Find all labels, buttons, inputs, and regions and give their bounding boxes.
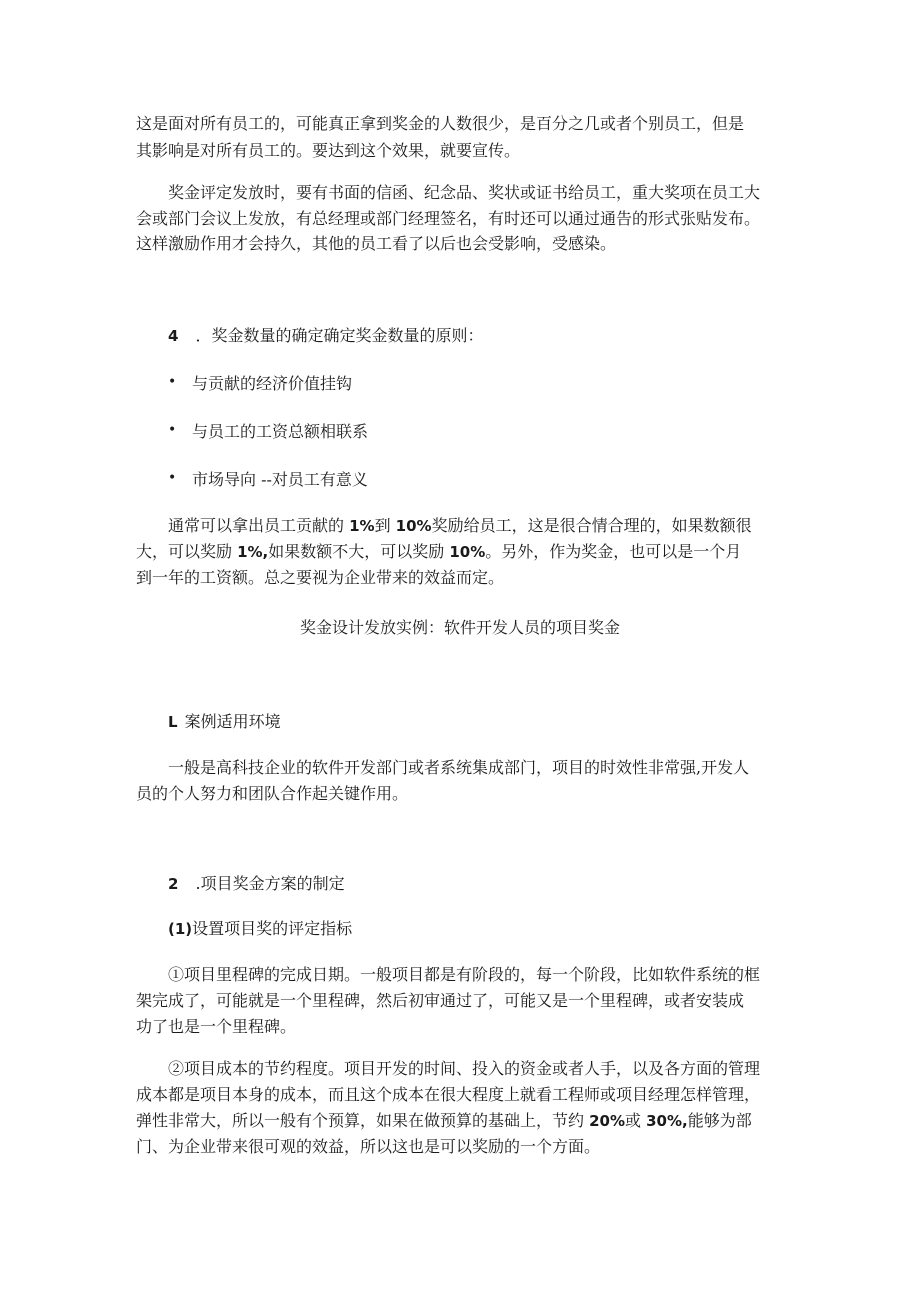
percent-value: 30%, bbox=[646, 1112, 688, 1130]
bullet-item-1: 与贡献的经济价值挂钩 bbox=[192, 374, 353, 393]
section-4-number: 4 bbox=[168, 327, 179, 345]
paragraph-4-line-2: 员的个人努力和团队合作起关键作用。 bbox=[136, 784, 409, 803]
paragraph-6-line-3 bbox=[136, 1108, 752, 1134]
section-2-number: 2 bbox=[168, 875, 179, 893]
text: 大，可以奖励 bbox=[136, 542, 238, 561]
bullet-item-2: 与员工的工资总额相联系 bbox=[192, 422, 369, 441]
section-l-heading bbox=[168, 709, 281, 735]
bullet-marker: • bbox=[168, 470, 177, 486]
bullet-marker: • bbox=[168, 374, 177, 390]
paragraph-3-line-2 bbox=[136, 539, 741, 565]
percent-value: 20% bbox=[589, 1112, 625, 1130]
paragraph-6-line-1: ②项目成本的节约程度。项目开发的时间、投入的资金或者人手，以及各方面的管理 bbox=[168, 1059, 761, 1078]
example-title: 奖金设计发放实例：软件开发人员的项目奖金 bbox=[299, 618, 620, 637]
percent-value: 10% bbox=[449, 543, 486, 561]
subsection-1-number: (1) bbox=[168, 920, 193, 938]
section-4-title: ．奖金数量的确定确定奖金数量的原则： bbox=[195, 326, 484, 345]
section-4-heading bbox=[168, 323, 484, 349]
subsection-1-title: 设置项目奖的评定指标 bbox=[192, 919, 353, 938]
paragraph-2-line-3: 这样激励作用才会持久，其他的员工看了以后也会受影响，受感染。 bbox=[136, 234, 617, 253]
text: 到 bbox=[374, 516, 396, 535]
paragraph-2-line-1: 奖金评定发放时，要有书面的信函、纪念品、奖状或证书给员工，重大奖项在员工大 bbox=[168, 183, 761, 202]
paragraph-1-line-2: 其影响是对所有员工的。要达到这个效果，就要宣传。 bbox=[136, 141, 521, 160]
text: 如果数额不大，可以奖励 bbox=[268, 542, 450, 561]
paragraph-3-line-3: 到一年的工资额。总之要视为企业带来的效益而定。 bbox=[136, 568, 505, 587]
percent-value: 10% bbox=[395, 517, 432, 535]
paragraph-5-line-2: 架完成了，可能就是一个里程碑，然后初审通过了，可能又是一个里程碑，或者安装成 bbox=[136, 991, 745, 1010]
subsection-1-heading bbox=[168, 916, 352, 942]
section-l-label: L bbox=[168, 713, 178, 731]
paragraph-5-line-1: ①项目里程碑的完成日期。一般项目都是有阶段的，每一个阶段，比如软件系统的框 bbox=[168, 965, 761, 984]
text: 通常可以拿出员工贡献的 bbox=[168, 516, 350, 535]
bullet-marker: • bbox=[168, 422, 177, 438]
section-l-title: 案例适用环境 bbox=[184, 712, 281, 731]
paragraph-5-line-3: 功了也是一个里程碑。 bbox=[136, 1017, 297, 1036]
text: 奖励给员工，这是很合情合理的，如果数额很 bbox=[431, 516, 752, 535]
paragraph-6-line-4: 门、为企业带来很可观的效益，所以这也是可以奖励的一个方面。 bbox=[136, 1137, 601, 1156]
section-2-heading bbox=[168, 871, 345, 897]
paragraph-4-line-1: 一般是高科技企业的软件开发部门或者系统集成部门，项目的时效性非常强,开发人 bbox=[168, 758, 750, 777]
paragraph-6-line-2: 成本都是项目本身的成本，而且这个成本在很大程度上就看工程师或项目经理怎样管理， bbox=[136, 1085, 761, 1104]
paragraph-2-line-2: 会或部门会议上发放，有总经理或部门经理签名，有时还可以通过通告的形式张贴发布。 bbox=[136, 209, 761, 228]
text: 能够为部 bbox=[687, 1111, 752, 1130]
paragraph-3-line-1 bbox=[168, 513, 752, 539]
percent-value: 1% bbox=[349, 517, 375, 535]
bullet-item-3: 市场导向 --对员工有意义 bbox=[192, 470, 368, 489]
paragraph-1-line-1: 这是面对所有员工的，可能真正拿到奖金的人数很少，是百分之几或者个别员工，但是 bbox=[136, 114, 745, 133]
text: 。另外，作为奖金，也可以是一个月 bbox=[485, 542, 742, 561]
text: 或 bbox=[625, 1111, 647, 1130]
text: 弹性非常大，所以一般有个预算，如果在做预算的基础上，节约 bbox=[136, 1111, 590, 1130]
section-2-title: .项目奖金方案的制定 bbox=[195, 874, 345, 893]
percent-value: 1%, bbox=[237, 543, 269, 561]
